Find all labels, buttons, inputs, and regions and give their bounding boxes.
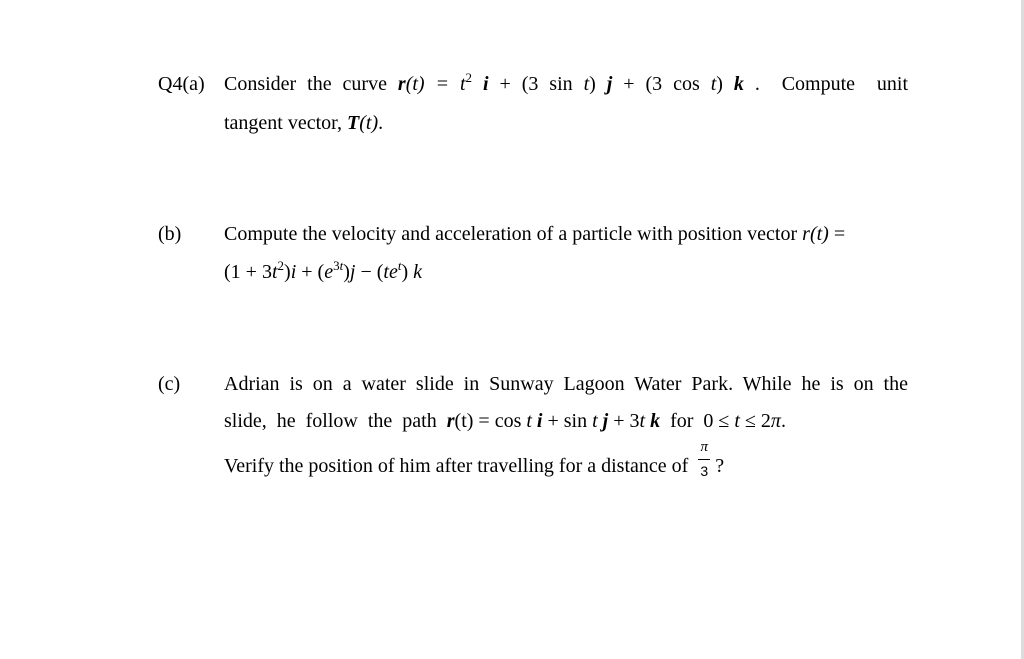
q4b-line-2: $(1 + 3t^2)i + (e^{3t})j - (te^t)$ k bbox=[224, 258, 423, 283]
q4a-line-2: tangent vector, T(t). bbox=[224, 112, 384, 134]
question-label-q4b: (b) bbox=[158, 223, 182, 245]
q4c-line-3: Verify the position of him after travelling for a distance of $\frac{\pi}{3}$ ? bbox=[224, 439, 725, 480]
q4c-line-2: slide, he follow the path r(t) = cos t i + sin t j + 3t k for 0 ≤ t ≤ 2π. bbox=[224, 410, 786, 432]
q4b-line-1: Compute the velocity and acceleration of a particle with position vector r(t) = bbox=[224, 223, 846, 245]
question-label-q4c: (c) bbox=[158, 373, 181, 395]
question-label-q4a: Q4(a) bbox=[158, 73, 205, 95]
q4c-line-1: Adrian is on a water slide in Sunway Lagoon Water Park. While he is on the bbox=[224, 373, 908, 395]
q4a-line-1: Consider the curve $r(t) = t^2$ i + (3 sin t) j + (3 cos t) k . Compute unit bbox=[224, 70, 909, 95]
pi-over-3-fraction: $\frac{\pi}{3}$ bbox=[697, 455, 711, 479]
